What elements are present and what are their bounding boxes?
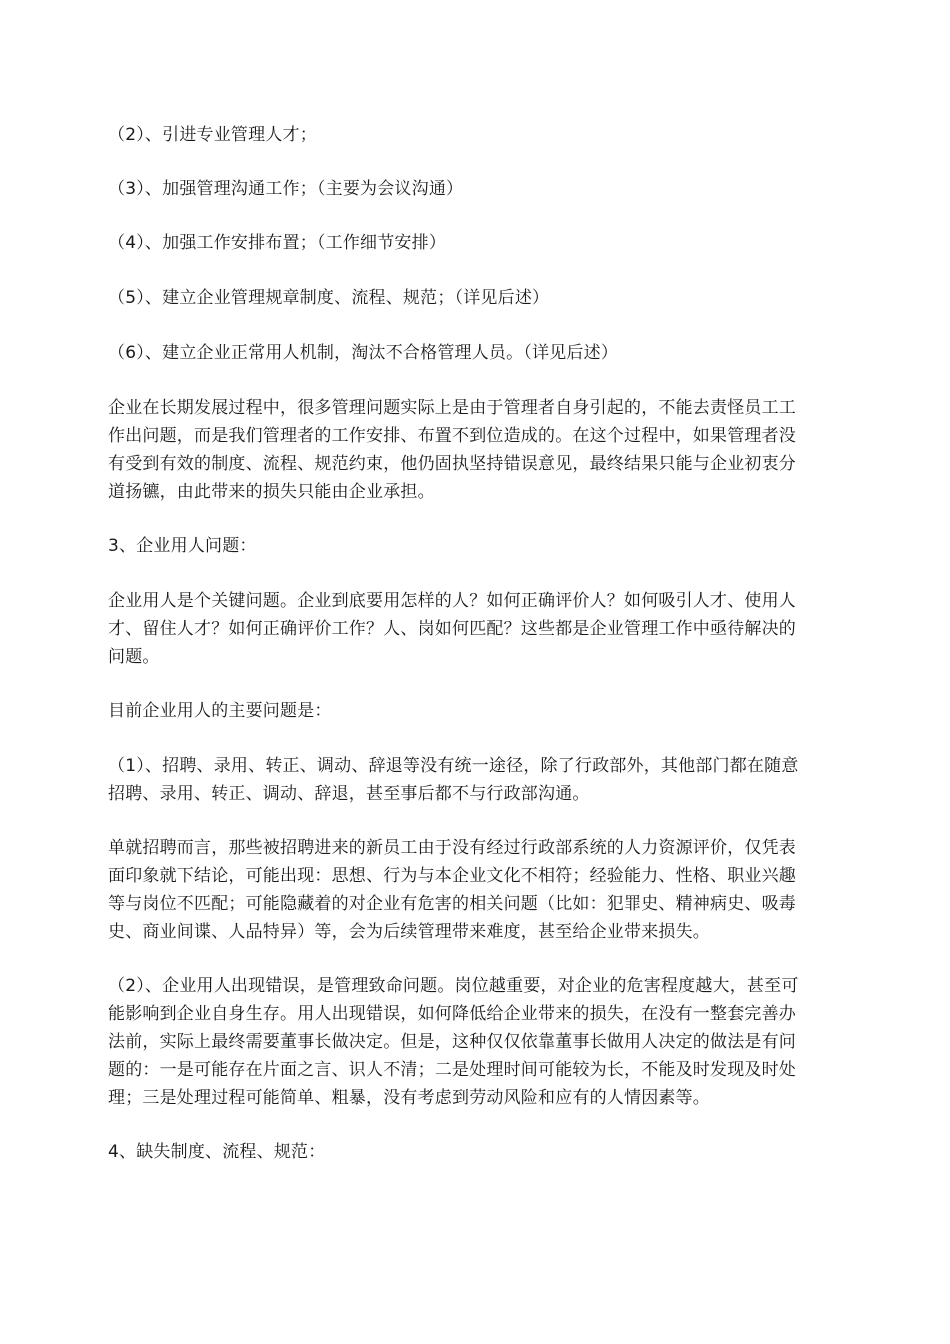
body-paragraph-line: 问题。	[108, 647, 160, 667]
body-paragraph-line: 才、留住人才？如何正确评价工作？人、岗如何匹配？这些都是企业管理工作中亟待解决的	[108, 619, 796, 639]
list-item-2b-continuation: 题的：一是可能存在片面之言、识人不清；二是处理时间可能较为长，不能及时发现及时处	[108, 1060, 796, 1080]
list-item-2b-continuation: 能影响到企业自身生存。用人出现错误，如何降低给企业带来的损失，在没有一整套完善办	[108, 1004, 796, 1024]
body-paragraph-line: 企业用人是个关键问题。企业到底要用怎样的人？如何正确评价人？如何吸引人才、使用人	[108, 591, 796, 611]
list-item-6: （6）、建立企业正常用人机制，淘汰不合格管理人员。（详见后述）	[108, 343, 619, 363]
body-paragraph-line: 企业在长期发展过程中，很多管理问题实际上是由于管理者自身引起的，不能去责怪员工工	[108, 398, 796, 418]
list-item-1: （1）、招聘、录用、转正、调动、辞退等没有统一途径，除了行政部外，其他部门都在随意	[108, 756, 799, 776]
list-item-2b-continuation: 理；三是处理过程可能简单、粗暴，没有考虑到劳动风险和应有的人情因素等。	[108, 1088, 710, 1108]
body-paragraph-line: 道扬镳，由此带来的损失只能由企业承担。	[108, 482, 435, 502]
list-item-4: （4）、加强工作安排布置；（工作细节安排）	[108, 233, 447, 253]
body-paragraph-line: 史、商业间谍、人品特异）等，会为后续管理带来难度，甚至给企业带来损失。	[108, 922, 710, 942]
list-item-2: （2）、引进专业管理人才；	[108, 125, 317, 145]
list-item-2b-continuation: 法前，实际上最终需要董事长做决定。但是，这种仅仅依靠董事长做用人决定的做法是有问	[108, 1032, 796, 1052]
body-paragraph-line: 等与岗位不匹配；可能隐藏着的对企业有危害的相关问题（比如：犯罪史、精神病史、吸毒	[108, 894, 796, 914]
section-heading-4: 4、缺失制度、流程、规范：	[108, 1142, 326, 1162]
body-paragraph-line: 有受到有效的制度、流程、规范约束，他仍固执坚持错误意见，最终结果只能与企业初衷分	[108, 454, 796, 474]
body-paragraph-line: 面印象就下结论，可能出现：思想、行为与本企业文化不相符；经验能力、性格、职业兴趣	[108, 866, 796, 886]
list-item-3: （3）、加强管理沟通工作；（主要为会议沟通）	[108, 179, 464, 199]
list-item-5: （5）、建立企业管理规章制度、流程、规范；（详见后述）	[108, 288, 550, 308]
list-item-1-continuation: 招聘、录用、转正、调动、辞退，甚至事后都不与行政部沟通。	[108, 784, 590, 804]
body-paragraph-line: 目前企业用人的主要问题是：	[108, 701, 332, 721]
body-paragraph-line: 作出问题，而是我们管理者的工作安排、布置不到位造成的。在这个过程中，如果管理者没	[108, 426, 796, 446]
list-item-2b: （2）、企业用人出现错误，是管理致命问题。岗位越重要，对企业的危害程度越大，甚至可	[108, 976, 799, 996]
body-paragraph-line: 单就招聘而言，那些被招聘进来的新员工由于没有经过行政部系统的人力资源评价，仅凭表	[108, 838, 796, 858]
section-heading-3: 3、企业用人问题：	[108, 536, 257, 556]
